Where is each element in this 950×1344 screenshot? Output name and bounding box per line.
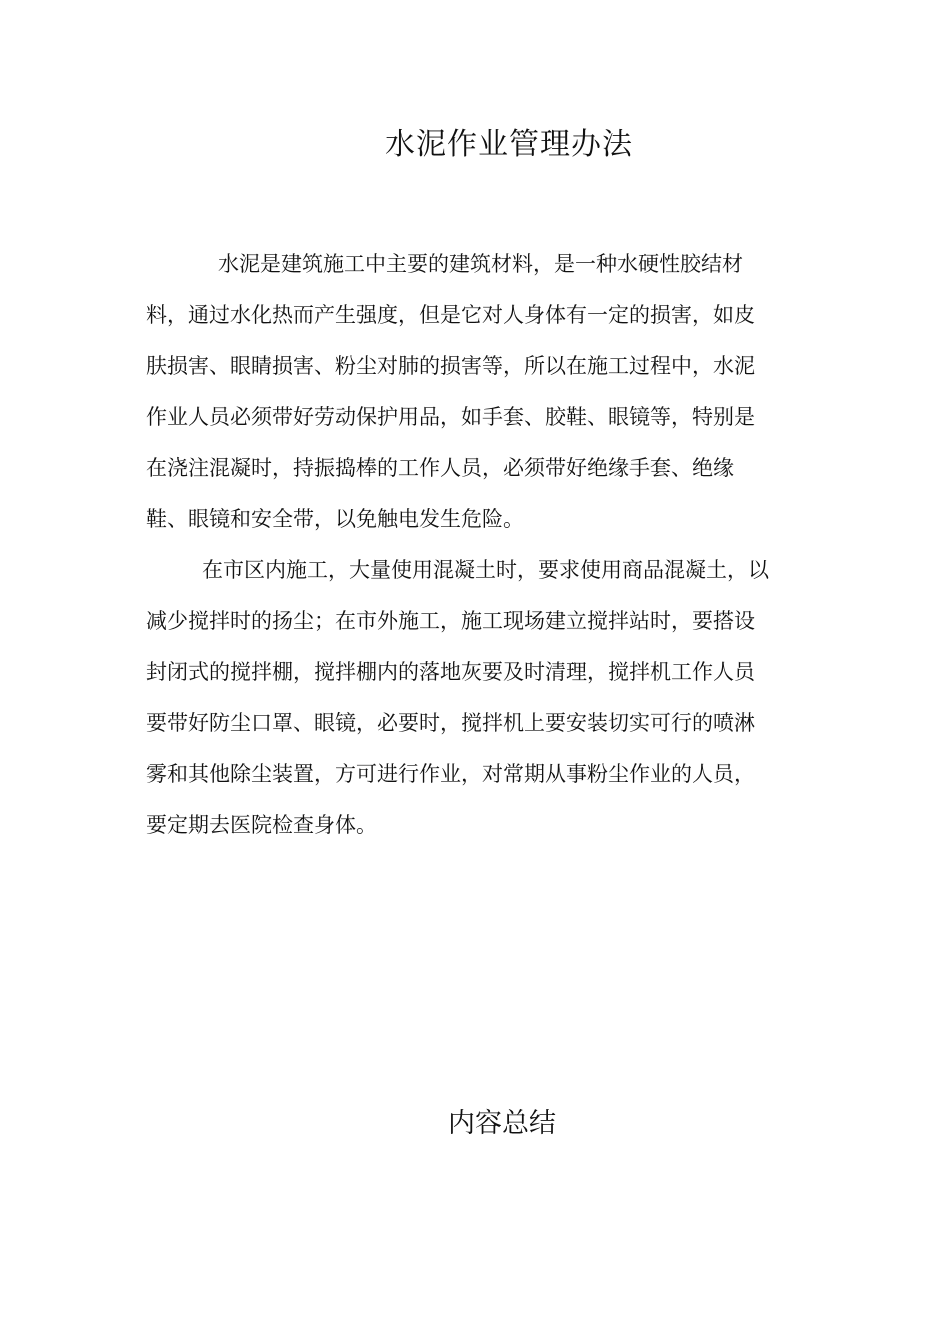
paragraph-2-line-3: 封闭式的搅拌棚，搅拌棚内的落地灰要及时清理，搅拌机工作人员 — [146, 660, 755, 684]
summary-heading: 内容总结 — [448, 1108, 556, 1139]
document-title: 水泥作业管理办法 — [385, 127, 633, 162]
paragraph-2-line-5: 雾和其他除尘装置，方可进行作业，对常期从事粉尘作业的人员， — [146, 762, 755, 786]
paragraph-1-line-2: 料，通过水化热而产生强度，但是它对人身体有一定的损害，如皮 — [146, 303, 755, 327]
document-body — [146, 248, 816, 860]
paragraph-2-line-1: 在市区内施工，大量使用混凝土时，要求使用商品混凝土，以 — [202, 558, 769, 582]
paragraph-2-line-4: 要带好防尘口罩、眼镜，必要时，搅拌机上要安装切实可行的喷淋 — [146, 711, 755, 735]
paragraph-2-line-2: 减少搅拌时的扬尘；在市外施工，施工现场建立搅拌站时，要搭设 — [146, 609, 755, 633]
paragraph-1-line-3: 肤损害、眼睛损害、粉尘对肺的损害等，所以在施工过程中，水泥 — [146, 354, 755, 378]
paragraph-1-line-6: 鞋、眼镜和安全带，以免触电发生危险。 — [146, 507, 524, 531]
paragraph-2-line-6: 要定期去医院检查身体。 — [146, 813, 377, 837]
paragraph-1-line-5: 在浇注混凝时，持振捣棒的工作人员，必须带好绝缘手套、绝缘 — [146, 456, 734, 480]
paragraph-1-line-1: 水泥是建筑施工中主要的建筑材料，是一种水硬性胶结材 — [218, 252, 743, 276]
paragraph-1-line-4: 作业人员必须带好劳动保护用品，如手套、胶鞋、眼镜等，特别是 — [146, 405, 755, 429]
